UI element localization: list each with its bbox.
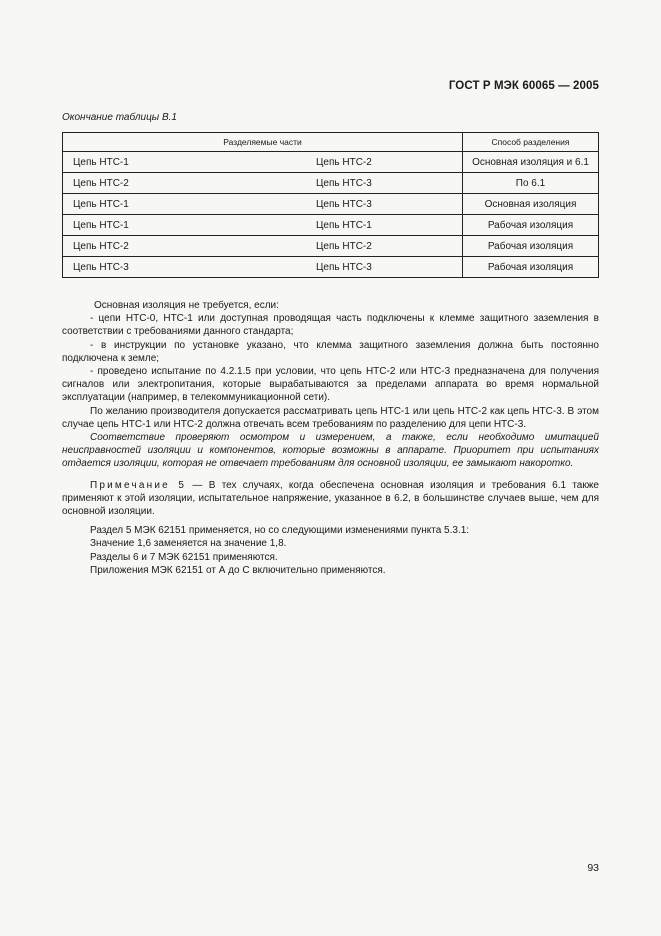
- table-row: [63, 194, 599, 215]
- table-caption: Окончание таблицы В.1: [62, 112, 177, 123]
- paragraph-compliance-check: Соответствие проверяют осмотром и измерением, а также, если необходимо имитацией неисправностей изоляции и компонентов, которые возможны в аппарате. Приоритет при испытаниях отдается изоляции, которая не отвечает требованиям для основной изоляции, ее замыкают накоротко.: [62, 432, 599, 470]
- table-cell-part-a: Цепь НТС-1: [63, 215, 275, 236]
- table-cell-part-a: Цепь НТС-2: [63, 173, 275, 194]
- table-header-row: [63, 133, 599, 152]
- table-cell-method: По 6.1: [463, 173, 599, 194]
- column-header-separated-parts: Разделяемые части: [63, 133, 463, 152]
- body-text: [62, 299, 599, 577]
- table-cell-method: Рабочая изоляция: [463, 257, 599, 278]
- table-cell-part-a: Цепь НТС-3: [63, 257, 275, 278]
- note-label: Примечание 5: [90, 479, 187, 491]
- note-text: — В тех случаях, когда обеспечена основная изоляция и требования 6.1 также применяют к этой изоляции, испытательное напряжение, указанное в 6.2, в большинстве случаев выше, чем для основной изоляции.: [62, 479, 599, 518]
- table-cell-part-b: Цепь НТС-3: [274, 194, 463, 215]
- table-row: [63, 152, 599, 173]
- table-cell-method: Основная изоляция: [463, 194, 599, 215]
- table-cell-part-b: Цепь НТС-1: [274, 215, 463, 236]
- table-cell-part-a: Цепь НТС-1: [63, 152, 275, 173]
- table-cell-part-a: Цепь НТС-1: [63, 194, 275, 215]
- note-5: [62, 479, 599, 519]
- table-cell-method: Рабочая изоляция: [463, 236, 599, 257]
- list-item-condition-1: - цепи НТС-0, НТС-1 или доступная проводящая часть подключены к клемме защитного заземления в соответствии с требованиями данного стандарта;: [62, 313, 599, 338]
- table-cell-part-b: Цепь НТС-3: [274, 173, 463, 194]
- paragraph-value-replacement: Значение 1,6 заменяется на значение 1,8.: [90, 538, 287, 550]
- paragraph-basic-insulation-not-required: Основная изоляция не требуется, если:: [94, 300, 279, 311]
- paragraph-annexes: Приложения МЭК 62151 от А до С включительно применяются.: [90, 564, 386, 576]
- table-cell-method: Рабочая изоляция: [463, 215, 599, 236]
- table-cell-part-b: Цепь НТС-3: [274, 257, 463, 278]
- paragraph-section-5: Раздел 5 МЭК 62151 применяется, но со следующими изменениями пункта 5.3.1:: [90, 525, 470, 537]
- column-header-separation-method: Способ разделения: [463, 133, 599, 152]
- table-row: [63, 173, 599, 194]
- document-id-header: ГОСТ Р МЭК 60065 — 2005: [448, 80, 599, 92]
- separation-table: [62, 132, 599, 278]
- page-number: 93: [587, 862, 599, 874]
- list-item-condition-2: - в инструкции по установке указано, что клемма защитного заземления должна быть постоянно подключена к земле;: [62, 339, 599, 364]
- table-row: [63, 236, 599, 257]
- table-cell-part-b: Цепь НТС-2: [274, 152, 463, 173]
- table-cell-method: Основная изоляция и 6.1: [463, 152, 599, 173]
- paragraph-manufacturer-option: По желанию производителя допускается рассматривать цепь НТС-1 или цепь НТС-2 как цепь НТС-3. В этом случае цепь НТС-1 или НТС-2 должна отвечать всем требованиям по разделению для цепи НТС-3.: [62, 405, 599, 430]
- table-cell-part-a: Цепь НТС-2: [63, 236, 275, 257]
- table-row: [63, 257, 599, 278]
- table-row: [63, 215, 599, 236]
- list-item-condition-3: - проведено испытание по 4.2.1.5 при условии, что цепь НТС-2 или НТС-3 предназначена для получения сигналов или электропитания, которые вырабатываются за пределами аппарата во время нормальной эксплуатации (например, в телекоммуникационной сети).: [62, 366, 599, 404]
- paragraph-sections-6-7: Разделы 6 и 7 МЭК 62151 применяются.: [90, 551, 278, 563]
- table-cell-part-b: Цепь НТС-2: [274, 236, 463, 257]
